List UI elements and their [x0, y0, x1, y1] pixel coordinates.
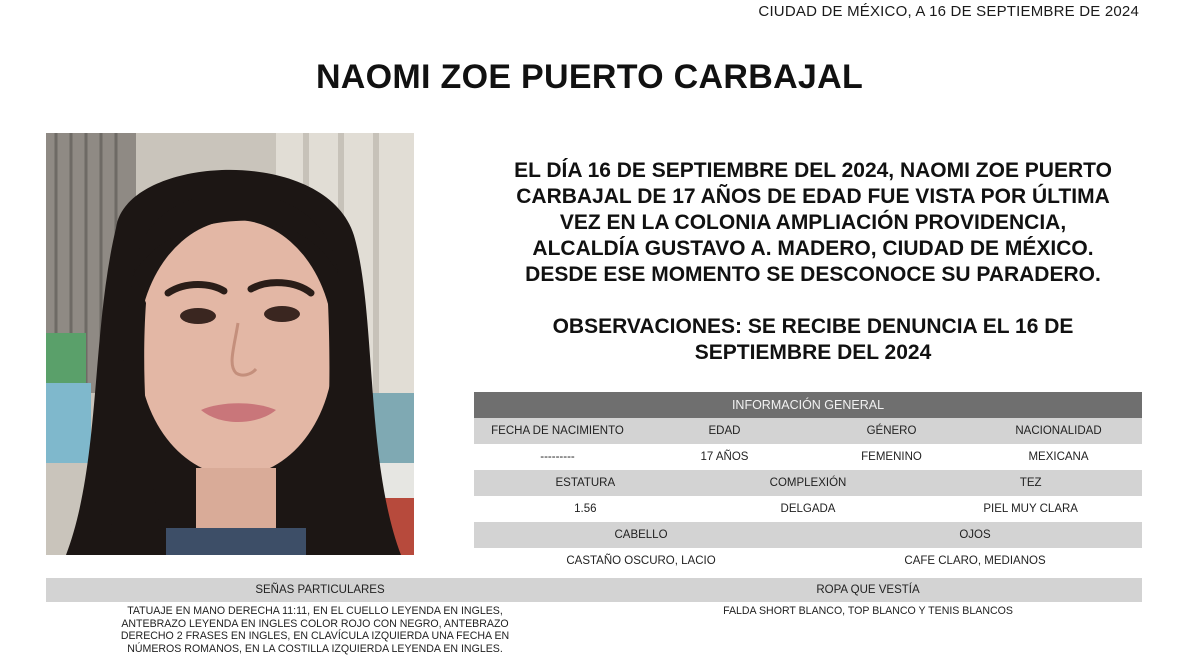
story-line: VEZ EN LA COLONIA AMPLIACIÓN PROVIDENCIA,: [559, 211, 1067, 234]
value-complexion: PIEL MUY CLARA: [983, 503, 1078, 515]
particulars-section: [46, 578, 1142, 655]
observations-line: OBSERVACIONES: SE RECIBE DENUNCIA EL 16 DE: [552, 315, 1074, 338]
observations: [478, 314, 1148, 366]
marks-line: ANTEBRAZO LEYENDA EN INGLES COLOR ROJO CON NEGRO, ANTEBRAZO: [121, 617, 509, 630]
portrait-illustration: [46, 133, 414, 555]
label-build: COMPLEXIÓN: [769, 477, 847, 489]
story-line: ALCALDÍA GUSTAVO A. MADERO, CIUDAD DE MÉXICO.: [532, 237, 1094, 260]
label-height: ESTATURA: [555, 477, 616, 489]
label-age: EDAD: [708, 425, 741, 437]
label-eyes: OJOS: [959, 529, 991, 541]
value-height: 1.56: [574, 503, 597, 515]
marks-line: TATUAJE EN MANO DERECHA 11:11, EN EL CUELLO LEYENDA EN INGLES,: [127, 605, 503, 617]
observations-line: SEPTIEMBRE DEL 2024: [694, 341, 932, 364]
info-labels-row-2: [474, 470, 1142, 496]
value-gender: FEMENINO: [861, 451, 922, 463]
value-build: DELGADA: [780, 503, 836, 515]
distinguishing-marks-text: [46, 605, 594, 655]
info-values-row-3: [474, 548, 1142, 574]
label-hair: CABELLO: [614, 529, 668, 541]
general-info-title: INFORMACIÓN GENERAL: [474, 392, 1142, 418]
portrait-photo: [46, 133, 414, 555]
story-line: EL DÍA 16 DE SEPTIEMBRE DEL 2024, NAOMI ZOE PUERTO: [514, 159, 1112, 182]
value-age: 17 AÑOS: [700, 451, 749, 463]
story-line: CARBAJAL DE 17 AÑOS DE EDAD FUE VISTA POR ÚLTIMA: [516, 185, 1110, 208]
disappearance-description: [478, 158, 1148, 288]
story-line: DESDE ESE MOMENTO SE DESCONOCE SU PARADERO.: [525, 263, 1101, 286]
general-info-table: [474, 392, 1142, 574]
info-labels-row-3: [474, 522, 1142, 548]
label-complexion: TEZ: [1019, 477, 1042, 489]
date-line: CIUDAD DE MÉXICO, A 16 DE SEPTIEMBRE DE 2024: [758, 3, 1139, 20]
value-hair: CASTAÑO OSCURO, LACIO: [566, 555, 716, 567]
clothing-text: FALDA SHORT BLANCO, TOP BLANCO Y TENIS BLANCOS: [723, 605, 1013, 617]
label-distinguishing-marks: SEÑAS PARTICULARES: [255, 584, 385, 596]
particulars-values: [46, 602, 1142, 655]
marks-line: DERECHO 2 FRASES EN INGLES, EN CLAVÍCULA IZQUIERDA UNA FECHA EN: [120, 630, 510, 642]
label-birthdate: FECHA DE NACIMIENTO: [491, 425, 624, 437]
missing-person-name: NAOMI ZOE PUERTO CARBAJAL: [315, 58, 864, 96]
value-nationality: MEXICANA: [1028, 451, 1089, 463]
particulars-labels: [46, 578, 1142, 602]
value-eyes: CAFE CLARO, MEDIANOS: [904, 555, 1046, 567]
value-birthdate: ---------: [540, 451, 575, 463]
info-values-row-2: [474, 496, 1142, 522]
label-gender: GÉNERO: [866, 425, 917, 437]
info-values-row-1: [474, 444, 1142, 470]
info-labels-row-1: [474, 418, 1142, 444]
label-clothing: ROPA QUE VESTÍA: [816, 584, 920, 596]
label-nationality: NACIONALIDAD: [1015, 425, 1102, 437]
marks-line: NÚMEROS ROMANOS, EN LA COSTILLA IZQUIERDA LEYENDA EN INGLES.: [127, 642, 503, 655]
